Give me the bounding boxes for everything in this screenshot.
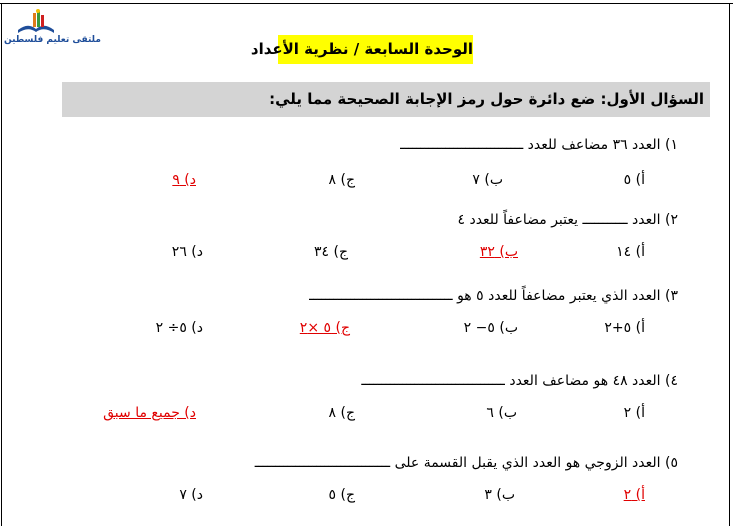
option-a-correct[interactable]: أ) ٢ xyxy=(623,487,645,503)
page-border-top xyxy=(0,3,733,4)
option-a[interactable]: أ) ٥+٢ xyxy=(604,320,645,336)
option-b[interactable]: ب) ٣ xyxy=(484,487,515,503)
item-stem: ١) العدد ٣٦ مضاعف للعدد ــــــــــــــــــــــــــــــ xyxy=(400,137,678,153)
book-logo-icon xyxy=(4,8,68,36)
option-c-correct[interactable]: ج) ٥ ×٢ xyxy=(299,320,350,336)
option-d-correct[interactable]: د) ٩ xyxy=(172,172,196,188)
option-d[interactable]: د) ٢٦ xyxy=(171,244,203,260)
question-heading: السؤال الأول: ضع دائرة حول رمز الإجابة الصحيحة مما يلي: xyxy=(62,82,710,117)
page-title: الوحدة السابعة / نظرية الأعداد xyxy=(278,35,473,64)
logo xyxy=(4,8,101,52)
option-b[interactable]: ب) ٦ xyxy=(486,405,517,421)
item-stem: ٥) العدد الزوجي هو العدد الذي يقبل القسمة على ـــــــــــــــــــــــــــــــــ xyxy=(254,455,678,471)
option-a[interactable]: أ) ٢ xyxy=(623,405,645,421)
option-d[interactable]: د) ٥÷ ٢ xyxy=(155,320,203,336)
item-stem: ٤) العدد ٤٨ هو مضاعف العدد ـــــــــــــــــــــــــــــــــــ xyxy=(361,373,678,389)
logo-text: ملتقى تعليم فلسطين xyxy=(4,35,101,45)
item-stem: ٢) العدد ـــــــــــ يعتبر مضاعفاً للعدد ٤ xyxy=(457,212,678,228)
option-c[interactable]: ج) ٥ xyxy=(328,487,355,503)
option-d[interactable]: د) ٧ xyxy=(179,487,203,503)
page-border-left xyxy=(1,3,2,526)
option-c[interactable]: ج) ٨ xyxy=(328,172,355,188)
page-border-right xyxy=(729,3,730,526)
option-a[interactable]: أ) ١٤ xyxy=(616,244,645,260)
option-a[interactable]: أ) ٥ xyxy=(623,172,645,188)
option-d-correct[interactable]: د) جميع ما سبق xyxy=(103,405,196,421)
option-c[interactable]: ج) ٨ xyxy=(328,405,355,421)
option-b-correct[interactable]: ب) ٣٢ xyxy=(479,244,518,260)
option-b[interactable]: ب) ٧ xyxy=(472,172,503,188)
item-stem: ٣) العدد الذي يعتبر مضاعفاً للعدد ٥ هو ـــــــــــــــــــــــــــــــــــ xyxy=(309,288,678,304)
option-c[interactable]: ج) ٣٤ xyxy=(314,244,348,260)
option-b[interactable]: ب) ٥− ٢ xyxy=(463,320,518,336)
